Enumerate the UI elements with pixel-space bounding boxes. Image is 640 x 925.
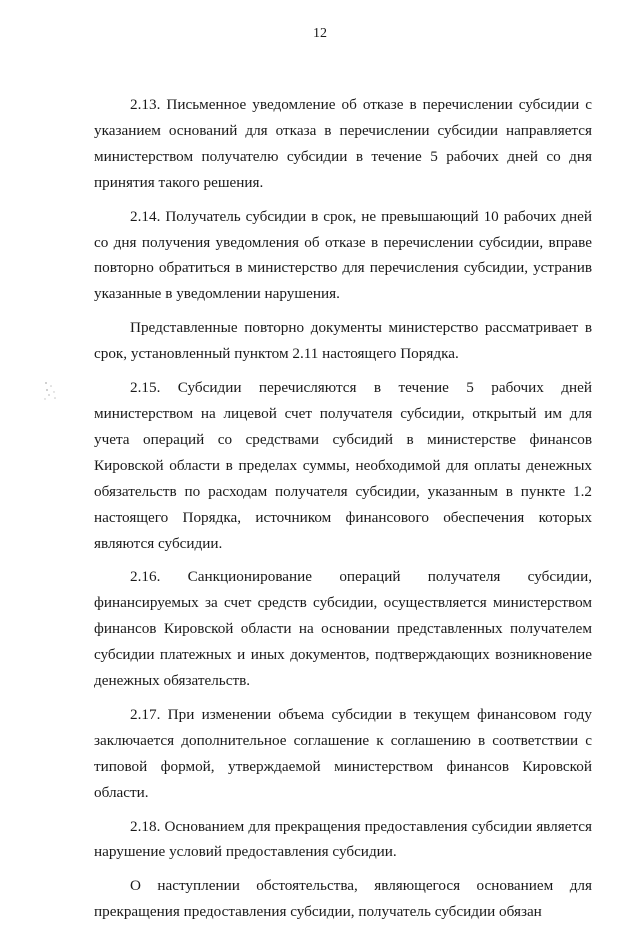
scan-artifact-icon bbox=[42, 380, 60, 402]
paragraph-2-15: 2.15. Субсидии перечисляются в течение 5 рабочих дней министерством на лицевой счет получателя субсидии, открытый им для учета операций со средствами субсидий в министерстве финансов Кировской области в пределах суммы, необходимой для оплаты денежных обязательств по расходам получателя субсидии, указанным в пункте 1.2 настоящего Порядка, источником финансового обеспечения которых являются субсидии. bbox=[94, 379, 592, 552]
paragraph-2-14: 2.14. Получатель субсидии в срок, не превышающий 10 рабочих дней со дня получения уведомления об отказе в перечислении субсидии, вправе повторно обратиться в министерство для перечисления субсидии, устранив указанные в уведомлении нарушения. bbox=[94, 207, 592, 303]
paragraph-2-13: 2.13. Письменное уведомление об отказе в перечислении субсидии с указанием оснований для отказа в перечислении субсидии направляется министерством получателю субсидии в течение 5 рабочих дней со дня принятия такого решения. bbox=[94, 96, 592, 191]
page-number: 12 bbox=[313, 26, 327, 41]
paragraph-2-16: 2.16. Санкционирование операций получателя субсидии, финансируемых за счет средств субсидии, осуществляется министерством финансов Кировской области на основании представленных получателем субсидии платежных и иных документов, подтверждающих возникновение денежных обязательств. bbox=[94, 568, 592, 690]
paragraph-resubmission: Представленные повторно документы министерство рассматривает в срок, установленный пунктом 2.11 настоящего Порядка. bbox=[94, 319, 592, 363]
paragraph-termination-notice: О наступлении обстоятельства, являющегося основанием для прекращения предоставления субсидии, получатель субсидии обязан bbox=[94, 877, 592, 921]
document-body bbox=[94, 92, 592, 925]
paragraph-2-18: 2.18. Основанием для прекращения предоставления субсидии является нарушение условий предоставления субсидии. bbox=[94, 817, 592, 861]
paragraph-2-17: 2.17. При изменении объема субсидии в текущем финансовом году заключается дополнительное соглашение к соглашению в соответствии с типовой формой, утверждаемой министерством финансов Кировской области. bbox=[94, 705, 592, 801]
